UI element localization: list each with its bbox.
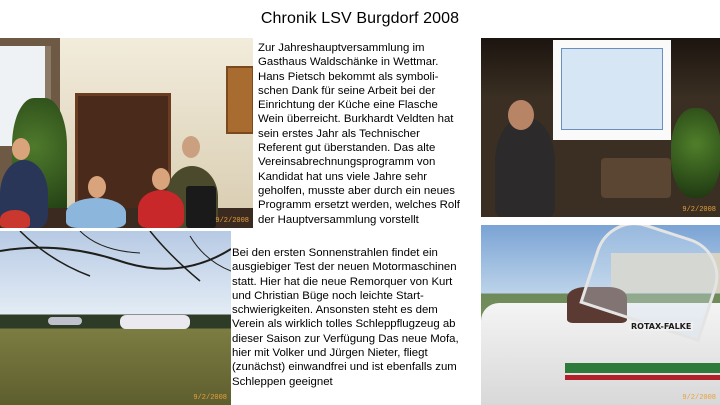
person <box>66 198 126 228</box>
text-motor-aircraft: Bei den ersten Sonnenstrahlen findet ein ausgiebiger Test der neuen Motormaschinen statt. Hier hat die neue Remorquer von Kurt und Christian Büge noch leichte Start- schwierigkeiten. Ansonsten steht es dem Verein als wirklich tolles Schleppflugzeug ab dieser Saison zur Verfügung Das neue Mofa, hier mit Volker und Jürgen Nieter, fliegt (zunächst) einwandfrei und ist ebenfalls zum Schleppen geeignet <box>232 247 459 388</box>
aircraft-label: ROTAX-FALKE <box>631 322 692 331</box>
photo-date-stamp: 9/2/2008 <box>682 394 716 402</box>
person <box>138 190 184 228</box>
presenter <box>495 118 555 217</box>
photo-rotax-falke <box>481 225 720 405</box>
aircraft <box>120 315 190 329</box>
aircraft <box>48 317 82 325</box>
photo-annual-meeting <box>0 38 253 228</box>
tree-branches <box>0 231 231 291</box>
photo-presentation <box>481 38 720 217</box>
photo-airfield <box>0 231 231 405</box>
speaker-box <box>186 186 216 228</box>
photo-date-stamp: 9/2/2008 <box>215 217 249 225</box>
table <box>601 158 671 198</box>
photo-date-stamp: 9/2/2008 <box>682 206 716 214</box>
slide-title: Chronik LSV Burgdorf 2008 <box>260 10 460 27</box>
plant <box>671 108 720 198</box>
text-annual-meeting: Zur Jahreshauptversammlung im Gasthaus Waldschänke in Wettmar. Hans Pietsch bekommt als symboli- schen Dank für seine Arbeit bei der Einrichtung der Küche eine Flasche Wein überreicht. Burkhardt Veldten hat sein erstes Jahr als Technischer Referent gut überstanden. Das alte Vereinsabrechnungsprogramm von Kandidat hat uns viele Jahre sehr geholfen, musste aber durch ein neues Programm ersetzt werden, welches Rolf der Hauptversammlung vorstellt <box>258 42 460 226</box>
projected-program <box>561 48 663 130</box>
person <box>0 210 30 228</box>
photo-date-stamp: 9/2/2008 <box>193 394 227 402</box>
wall-painting <box>226 66 253 134</box>
